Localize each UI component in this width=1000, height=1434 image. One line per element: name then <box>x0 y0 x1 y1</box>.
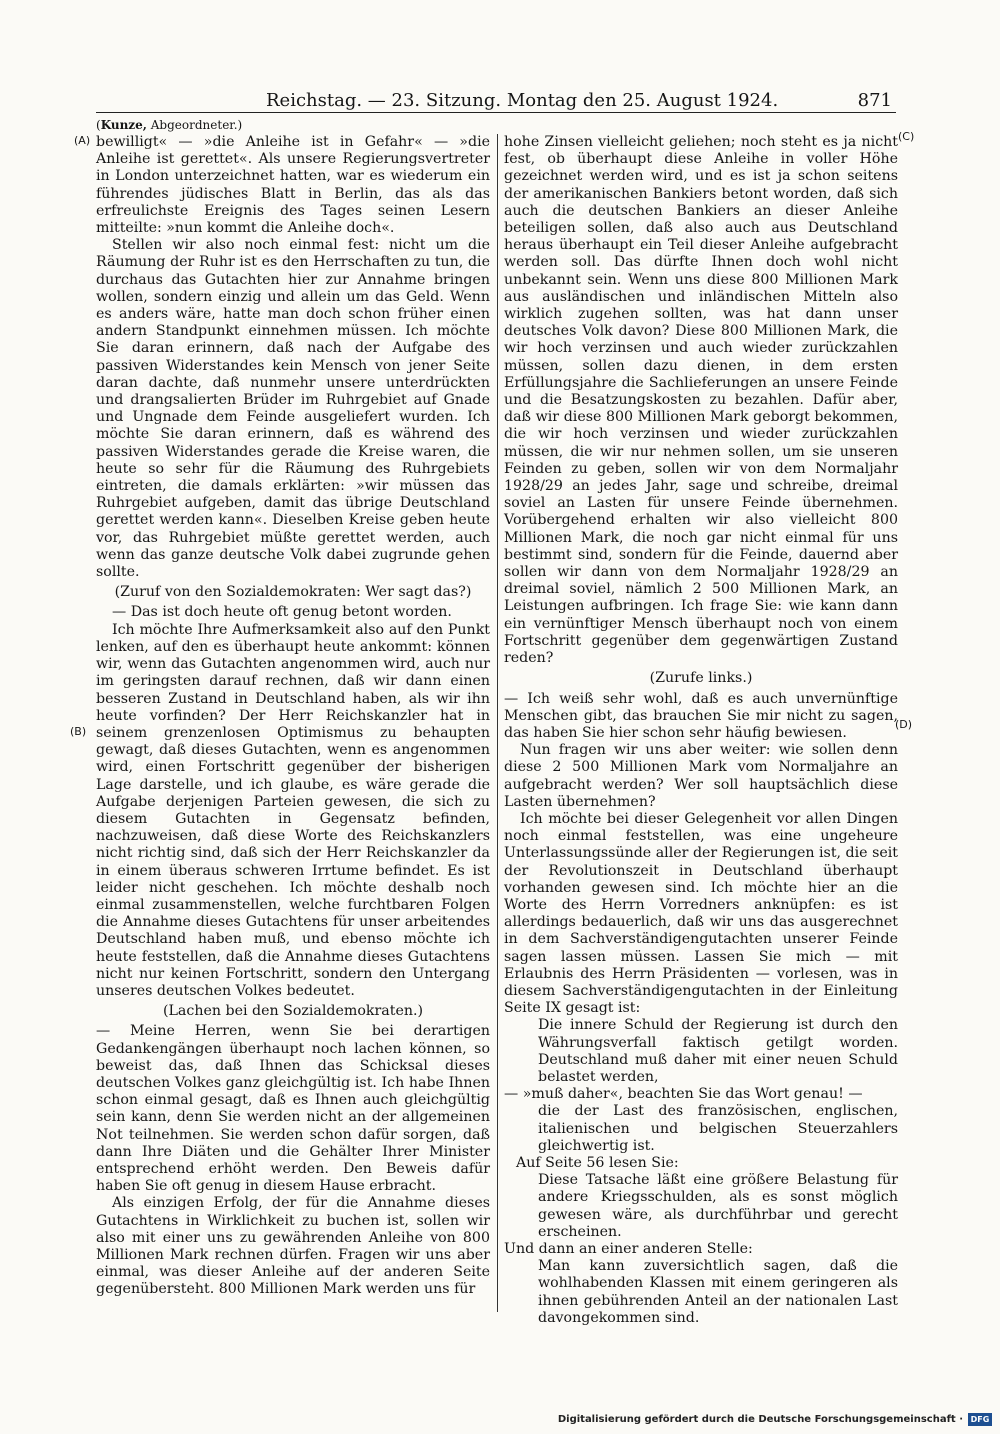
paragraph: Und dann an einer anderen Stelle: <box>504 1241 753 1257</box>
column-divider <box>497 134 498 1312</box>
margin-marker-a: (A) <box>74 134 91 147</box>
paragraph: Als einzigen Erfolg, der für die Annahme dieses Gutachtens in Wirklichkeit zu buchen ist, sollen wir also mit einer uns zu gewährenden Anleihe von 800 Millionen Mark rechnen dürfen. Fragen wir uns aber einmal, was dieser Anleihe auf der anderen Seite gegenübersteht. 800 Millionen Mark werden uns für <box>96 1195 490 1298</box>
footer-text: Digitalisierung gefördert durch die Deutsche Forschungsgemeinschaft · <box>557 1414 963 1425</box>
margin-marker-d: (D) <box>895 718 913 731</box>
speaker-name: Kunze, <box>100 118 147 132</box>
paragraph: bewilligt« — »die Anleihe ist in Gefahr« — »die Anleihe ist gerettet«. Als unsere Regierungsvertreter in London unterzeichnet hatten, war es wiederum ein führendes jüdisches Blatt in Berlin, das als das erfreulichste Ereignis des Tages seinen Lesern mitteilte: »nun kommt die Anleihe doch«. <box>96 134 490 237</box>
quotation: die der Last des französischen, englischen, italienischen und belgischen Steuerzahlers gleichwertig ist. <box>538 1103 898 1154</box>
quotation: Man kann zuversichtlich sagen, daß die wohlhabenden Klassen mit einem geringeren als ihnen gebührenden Anteil an der nationalen Last davongekommen sind. <box>538 1258 898 1326</box>
page-number: 871 <box>857 90 892 111</box>
interjection: (Zurufe links.) <box>649 670 753 687</box>
header-title: Reichstag. — 23. Sitzung. Montag den 25. August 1924. <box>266 90 779 111</box>
paragraph: hohe Zinsen vielleicht geliehen; noch steht es ja nicht fest, ob überhaupt diese Anleihe in voller Höhe gezeichnet werden wird, und es ist ja schon seitens der amerikanischen Bankiers betont worden, daß sich auch die deutschen Bankiers an dieser Anleihe beteiligen sollen, daß also auch aus Deutschland heraus überhaupt ein Teil dieser Anleihe aufgebracht werden soll. Das dürfte Ihnen doch wohl nicht unbekannt sein. Wenn uns diese 800 Millionen Mark aus ausländischen und inländischen Mitteln also wirklich zugehen sollten, was hat dann unser deutsches Volk davon? Diese 800 Millionen Mark, die wir hoch verzinsen und auch wieder zurückzahlen müssen, sollen dazu dienen, in dem ersten Erfüllungsjahre die Sachlieferungen an unsere Feinde und die Besatzungskosten zu bezahlen. Dafür aber, daß wir diese 800 Millionen Mark geborgt bekommen, die wir hoch verzinsen und wieder zurückzahlen müssen, die wir nur nehmen sollen, um sie unseren Feinden zu geben, sollen wir von dem Normaljahr 1928/29 an jedes Jahr, sage und schreibe, dreimal soviel an Lasten für unsere Feinde übernehmen. Vorübergehend erhalten wir also vielleicht 800 Millionen Mark, die noch gar nicht einmal für uns bestimmt sind, sondern für die Feinde, dauernd aber sollen wir dann von dem Normaljahr 1928/29 an dreimal soviel, nämlich 2 500 Millionen Mark, an Leistungen aufbringen. Ich frage Sie: wie kann dann ein vernünftiger Mensch überhaupt noch von einem Fortschritt gegenüber dem gegenwärtigen Zustand reden? <box>504 134 898 667</box>
paragraph: — Das ist doch heute oft genug betont worden. <box>112 604 452 621</box>
speaker-open: ( <box>96 118 101 132</box>
speaker-role: Abgeordneter.) <box>150 118 243 132</box>
paragraph: Stellen wir also noch einmal fest: nicht um die Räumung der Ruhr ist es den Herrschaften zu tun, die durchaus das Gutachten hier zur Annahme bringen wollen, sondern einzig und allein um das Geld. Wenn es anders wäre, hatte man doch schon früher einen andern Standpunkt einnehmen müssen. Ich möchte Sie daran erinnern, daß nach der Aufgabe des passiven Widerstandes kein Mensch von jener Seite daran dachte, daß nunmehr unsere unterdrückten und drangsalierten Brüder im Ruhrgebiet auf Gnade und Ungnade dem Feinde ausgeliefert wurden. Ich möchte Sie daran erinnern, daß es während des passiven Widerstandes gerade die Kreise waren, die heute so sehr für die Räumung des Ruhrgebiets eintreten, die damals erklärten: »wir müssen das Ruhrgebiet aufgeben, damit das übrige Deutschland gerettet werden kann«. Dieselben Kreise geben heute vor, das Ruhrgebiet müßte gerettet werden, auch wenn das ganze deutsche Volk dabei zugrunde gehen sollte. <box>96 237 490 581</box>
paragraph: — Ich weiß sehr wohl, daß es auch unvernünftige Menschen gibt, das brauchen Sie mir nicht zu sagen, das haben Sie hier schon sehr häufig bewiesen. <box>504 690 898 741</box>
paragraph: Ich möchte Ihre Aufmerksamkeit also auf den Punkt lenken, auf den es überhaupt heute ankommt: können wir, wenn das Gutachten angenommen wird, auch nur im geringsten darauf rechnen, daß wir dann einen besseren Zustand in Deutschland haben, als wir ihn heute vorfinden? Der Herr Reichskanzler hat in seinem grenzenlosen Optimismus zu behaupten gewagt, daß dieses Gutachten, wenn es angenommen wird, einen Fortschritt gegenüber der bisherigen Lage darstelle, und ich glaube, es wäre gerade die Aufgabe derjenigen Parteien gewesen, die sich zu diesem Gutachten in Gegensatz befinden, nachzuweisen, daß diese Worte des Reichskanzlers nicht richtig sind, daß sich der Herr Reichskanzler da in einem überaus schweren Irrtume befindet. Es ist leider nicht geschehen. Ich möchte deshalb noch einmal zusammenstellen, welche furchtbaren Folgen die Annahme dieses Gutachtens für unser arbeitendes Deutschland haben muß, und ebenso möchte ich heute feststellen, daß die Annahme dieses Gutachtens nicht nur keinen Fortschritt, sondern den Untergang unseres deutschen Volkes bedeutet. <box>96 621 490 999</box>
interjection: (Zuruf von den Sozialdemokraten: Wer sagt das?) <box>114 584 472 601</box>
paragraph: Auf Seite 56 lesen Sie: <box>516 1154 679 1171</box>
margin-marker-b: (B) <box>70 725 87 738</box>
page-header <box>96 90 896 113</box>
quotation: Die innere Schuld der Regierung ist durch den Währungsverfall faktisch getilgt worden. Deutschland muß daher mit einer neuen Schuld belastet werden, <box>538 1017 898 1085</box>
speaker-line <box>96 118 242 132</box>
right-column <box>504 134 898 1327</box>
paragraph: — »muß daher«, beachten Sie das Wort genau! — <box>504 1086 863 1103</box>
dfg-logo-icon: DFG <box>968 1413 992 1426</box>
paragraph: Nun fragen wir uns aber weiter: wie sollen denn diese 2 500 Millionen Mark vom Normaljahre an aufgebracht werden? Wer soll hauptsächlich diese Lasten übernehmen? <box>504 742 898 810</box>
left-column <box>96 134 490 1299</box>
margin-marker-c: (C) <box>898 130 915 143</box>
interjection: (Lachen bei den Sozialdemokraten.) <box>162 1003 424 1020</box>
quotation: Diese Tatsache läßt eine größere Belastung für andere Kriegsschulden, als es sonst möglich gewesen wäre, als durchführbar und gerecht erscheinen. <box>538 1172 898 1240</box>
paragraph: — Meine Herren, wenn Sie bei derartigen Gedankengängen überhaupt noch lachen können, so beweist das, daß Ihnen das Schicksal dieses deutschen Volkes ganz gleichgültig ist. Ich habe Ihnen schon einmal gesagt, daß es Ihnen auch gleichgültig sein kann, denn Sie werden nicht an der allgemeinen Not teilnehmen. Sie werden schon dafür sorgen, daß dann Ihre Diäten und die Gehälter Ihrer Minister entsprechend erhöht werden. Den Beweis dafür haben Sie oft genug in diesem Hause erbracht. <box>96 1023 490 1195</box>
paragraph: Ich möchte bei dieser Gelegenheit vor allen Dingen noch einmal feststellen, was eine ungeheure Unterlassungssünde aller der Regierungen ist, die seit der Revolutionszeit in Deutschland überhaupt vorhanden gewesen sind. Ich möchte hier an die Worte des Herrn Vorredners anknüpfen: es ist allerdings bedauerlich, daß wir uns das ausgerechnet in dem Sachverständigengutachten unserer Feinde sagen lassen müssen. Lassen Sie mich — mit Erlaubnis des Herrn Präsidenten — vorlesen, was in diesem Sachverständigengutachten in der Einleitung Seite IX gesagt ist: <box>504 810 898 1017</box>
digitization-footer <box>558 1413 992 1426</box>
